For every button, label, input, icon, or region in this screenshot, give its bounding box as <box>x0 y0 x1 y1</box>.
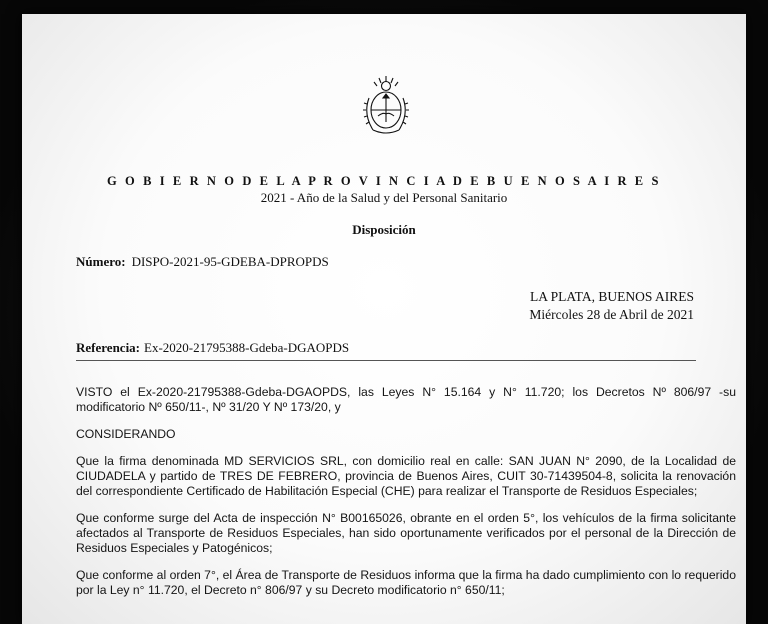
separator-line <box>76 360 696 361</box>
government-heading: G O B I E R N O D E L A P R O V I N C I A D E B U E N O S A I R E S <box>106 174 662 188</box>
reference-label: Referencia: <box>76 340 141 355</box>
reference-value: Ex-2020-21795388-Gdeba-DGAOPDS <box>144 340 350 355</box>
city: LA PLATA, BUENOS AIRES <box>530 289 694 304</box>
paragraph-considerando: CONSIDERANDO <box>76 427 176 441</box>
number-label: Número: <box>76 254 126 269</box>
paragraph-visto: VISTO el Ex-2020-21795388-Gdeba-DGAOPDS, las Leyes N° 15.164 y N° 11.720; los Decretos Nº 806/97 -su modificatorio Nº 650/11-, Nº 31/20 Y Nº 173/20, y <box>76 385 736 414</box>
paragraph-acta: Que conforme surge del Acta de inspección N° B00165026, obrante en el orden 5°, los vehículos de la firma solicitante afectados al Transporte de Residuos Especiales, han sido oportunamente verificados por el personal de la Dirección de Residuos Especiales y Patogénicos; <box>76 511 736 555</box>
place-date <box>529 288 694 324</box>
document-page <box>22 14 746 624</box>
paragraph-firma: Que la firma denominada MD SERVICIOS SRL, con domicilio real en calle: SAN JUAN N° 2090, de la Localidad de CIUDADELA y partido de TRES DE FEBRERO, provincia de Buenos Aires, CUIT 30-71439504-8, solicita la renovación del correspondiente Certificado de Habilitación Especial (CHE) para realizar el Transporte de Residuos Especiales; <box>76 454 736 498</box>
year-motto: 2021 - Año de la Salud y del Personal Sanitario <box>260 190 508 205</box>
document-title: Disposición <box>352 222 416 237</box>
coat-of-arms-seal <box>359 74 413 138</box>
paragraph-orden: Que conforme al orden 7°, el Área de Transporte de Residuos informa que la firma ha dado cumplimiento con lo requerido por la Ley n° 11.720, el Decreto n° 806/97 y su Decreto modificatorio n° 650/11; <box>76 568 736 597</box>
date: Miércoles 28 de Abril de 2021 <box>529 307 694 322</box>
document-body <box>76 385 736 610</box>
document-number <box>76 254 329 270</box>
reference <box>76 340 349 356</box>
number-value: DISPO-2021-95-GDEBA-DPROPDS <box>131 254 329 269</box>
